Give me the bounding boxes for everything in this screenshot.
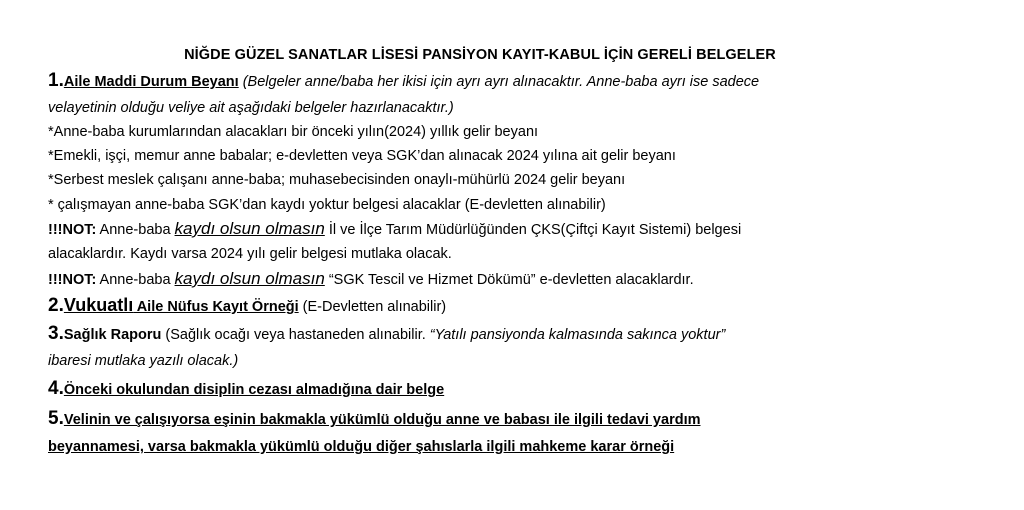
item-1-note-2	[48, 268, 694, 291]
item-1-note-1-line-2: alacaklardır. Kaydı varsa 2024 yılı gelir belgesi mutlaka olacak.	[48, 246, 452, 262]
item-1-bullet: *Serbest meslek çalışanı anne-baba; muhasebecisinden onaylı-mühürlü 2024 gelir beyanı	[48, 172, 626, 188]
document-title: NİĞDE GÜZEL SANATLAR LİSESİ PANSİYON KAYIT-KABUL İÇİN GERELİ BELGELER	[184, 47, 776, 63]
item-1-number: 1.	[48, 70, 64, 91]
item-2-note: (E-Devletten alınabilir)	[298, 299, 447, 315]
item-4	[48, 378, 444, 401]
item-3-note-a: (Sağlık ocağı veya hastaneden alınabilir.	[161, 327, 430, 343]
item-4-text: Önceki okulundan disiplin cezası almadığına dair belge	[63, 382, 445, 398]
item-2-heading-big: Vukuatlı	[63, 295, 134, 315]
item-2-number: 2.	[48, 295, 64, 316]
item-1-note-1	[48, 218, 741, 241]
item-1-bullet: *Emekli, işçi, memur anne babalar; e-devletten veya SGK’dan alınacak 2024 yılına ait gelir beyanı	[48, 148, 676, 164]
note-1-text-a: Anne-baba	[96, 222, 175, 238]
note-1-text-b: İl ve İlçe Tarım Müdürlüğünden ÇKS(Çiftçi Kayıt Sistemi) belgesi	[324, 222, 742, 238]
item-2-heading-rest: Aile Nüfus Kayıt Örneği	[133, 299, 299, 315]
item-1-line-1	[48, 70, 759, 93]
item-3	[48, 323, 725, 346]
note-1-emphasis: kaydı olsun olmasın	[174, 219, 325, 238]
note-2-text-b: “SGK Tescil ve Hizmet Dökümü” e-devletten alacaklardır.	[324, 272, 694, 288]
note-2-prefix: !!!NOT:	[48, 272, 97, 288]
item-4-number: 4.	[48, 378, 64, 399]
item-1-note-line-1: (Belgeler anne/baba her ikisi için ayrı ayrı alınacaktır. Anne-baba ayrı ise sadece	[238, 74, 760, 90]
item-1-bullet: * çalışmayan anne-baba SGK’dan kaydı yoktur belgesi alacaklar (E-devletten alınabilir)	[48, 197, 606, 213]
item-3-note-line-2: ibaresi mutlaka yazılı olacak.)	[48, 353, 239, 369]
item-1-bullet: *Anne-baba kurumlarından alacakları bir önceki yılın(2024) yıllık gelir beyanı	[48, 124, 539, 140]
item-1-note-line-2: velayetinin olduğu veliye ait aşağıdaki belgeler hazırlanacaktır.)	[48, 100, 454, 116]
item-2	[48, 294, 446, 318]
item-5-line-1: Velinin ve çalışıyorsa eşinin bakmakla yükümlü olduğu anne ve babası ile ilgili tedavi yardım	[63, 412, 701, 428]
note-2-emphasis: kaydı olsun olmasın	[174, 269, 325, 288]
item-3-number: 3.	[48, 323, 64, 344]
item-5-number: 5.	[48, 408, 64, 429]
note-2-text-a: Anne-baba	[96, 272, 175, 288]
item-1-heading: Aile Maddi Durum Beyanı	[63, 74, 239, 90]
item-3-heading: Sağlık Raporu	[63, 327, 162, 343]
note-1-prefix: !!!NOT:	[48, 222, 97, 238]
item-5	[48, 408, 701, 431]
item-3-note-quote: “Yatılı pansiyonda kalmasında sakınca yoktur”	[429, 327, 726, 343]
item-5-line-2: beyannamesi, varsa bakmakla yükümlü olduğu diğer şahıslarla ilgili mahkeme karar örneği	[48, 439, 675, 455]
